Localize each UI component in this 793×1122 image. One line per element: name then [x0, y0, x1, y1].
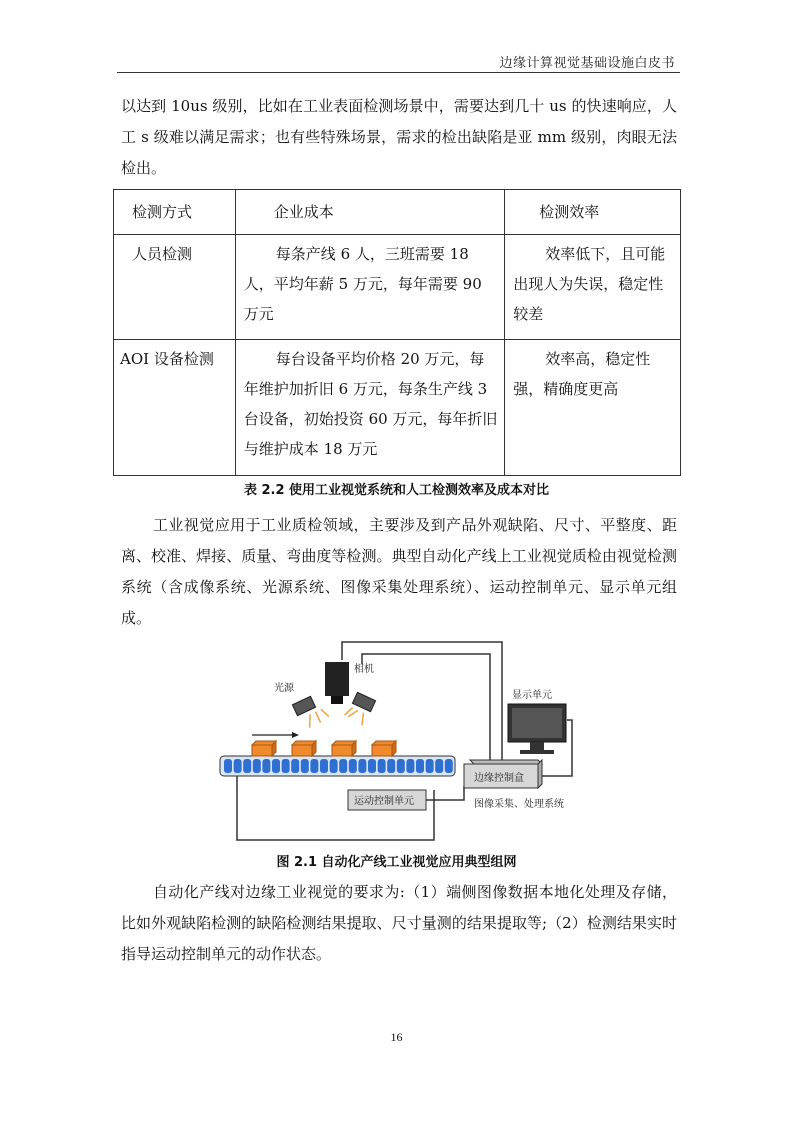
- conveyor-roller: [282, 759, 290, 773]
- table-header-cell: 检测效率: [505, 190, 681, 235]
- running-header: 边缘计算视觉基础设施白皮书: [499, 56, 675, 71]
- conveyor-roller: [426, 759, 434, 773]
- conveyor-roller: [445, 759, 453, 773]
- closing-paragraph: 自动化产线对边缘工业视觉的要求为:（1）端侧图像数据本地化处理及存储，比如外观缺陷检测的缺陷检测结果提取、尺寸量测的结果提取等;（2）检测结果实时指导运动控制单元的动作状态。: [121, 883, 677, 963]
- conveyor-roller: [397, 759, 405, 773]
- header-rule: [117, 72, 680, 73]
- edge-box-label: 边缘控制盒: [474, 773, 524, 784]
- conveyor-roller: [339, 759, 347, 773]
- table-cell-efficiency: 效率低下，且可能出现人为失误，稳定性较差: [505, 235, 681, 340]
- conveyor-roller: [272, 759, 280, 773]
- conveyor-roller: [349, 759, 357, 773]
- conveyor-roller: [330, 759, 338, 773]
- conveyor-roller: [320, 759, 328, 773]
- table-row: [114, 340, 681, 476]
- product-box: [372, 741, 396, 756]
- conveyor-roller: [378, 759, 386, 773]
- conveyor-roller: [358, 759, 366, 773]
- conveyor-roller: [224, 759, 232, 773]
- table-cell-method: 人员检测: [114, 235, 236, 340]
- conveyor-roller: [243, 759, 251, 773]
- product-box: [292, 741, 316, 756]
- table-row: [114, 235, 681, 340]
- intro-paragraph: 以达到 10us 级别，比如在工业表面检测场景中，需要达到几十 us 的快速响应，人工 s 级难以满足需求；也有些特殊场景，需求的检出缺陷是亚 mm 级别，肉眼无法检出。: [121, 97, 677, 177]
- monitor-icon: [508, 704, 566, 754]
- body-paragraph: 工业视觉应用于工业质检领域，主要涉及到产品外观缺陷、尺寸、平整度、距离、校准、焊接、质量、弯曲度等检测。典型自动化产线上工业视觉质检由视觉检测系统（含成像系统、光源系统、图像采集处理系统）、运动控制单元、显示单元组成。: [121, 516, 677, 627]
- conveyor-roller: [406, 759, 414, 773]
- table-cell-efficiency: 效率高，稳定性强，精确度更高: [505, 340, 681, 476]
- image-system-label: 图像采集、处理系统: [474, 799, 564, 810]
- network-diagram: [212, 640, 582, 848]
- arrow-head: [292, 732, 299, 738]
- conveyor-roller: [291, 759, 299, 773]
- light-label: 光源: [274, 683, 294, 694]
- table-cell-cost: 每台设备平均价格 20 万元，每年维护加折旧 6 万元，每条生产线 3 台设备，初始投资 60 万元，每年折旧与维护成本 18 万元: [235, 340, 504, 476]
- table-caption: 表 2.2 使用工业视觉系统和人工检测效率及成本对比: [243, 483, 550, 498]
- camera-icon: [325, 662, 349, 704]
- table-header-cell: 检测方式: [114, 190, 236, 235]
- conveyor-roller: [301, 759, 309, 773]
- conveyor-roller: [435, 759, 443, 773]
- table-cell-cost: 每条产线 6 人，三班需要 18 人，平均年薪 5 万元，每年需要 90 万元: [235, 235, 504, 340]
- conveyor-roller: [253, 759, 261, 773]
- table-cell-method: AOI 设备检测: [114, 340, 236, 476]
- motion-label: 运动控制单元: [354, 796, 414, 807]
- table-header-cell: 企业成本: [235, 190, 504, 235]
- product-box: [252, 741, 276, 756]
- conveyor-belt: [220, 756, 455, 776]
- display-label: 显示单元: [512, 690, 552, 701]
- product-box: [332, 741, 356, 756]
- cost-comparison-table: [113, 189, 681, 476]
- conveyor-roller: [262, 759, 270, 773]
- products: [252, 741, 396, 756]
- conveyor-roller: [310, 759, 318, 773]
- camera-label: 相机: [354, 664, 374, 675]
- table-header-row: [114, 190, 681, 235]
- figure-caption: 图 2.1 自动化产线工业视觉应用典型组网: [276, 855, 517, 870]
- conveyor-roller: [387, 759, 395, 773]
- conveyor-roller: [368, 759, 376, 773]
- box-to-motion-line: [424, 786, 464, 800]
- page-number: 16: [390, 1030, 403, 1044]
- diagram-svg: [212, 640, 582, 848]
- conveyor-roller: [416, 759, 424, 773]
- conveyor-roller: [234, 759, 242, 773]
